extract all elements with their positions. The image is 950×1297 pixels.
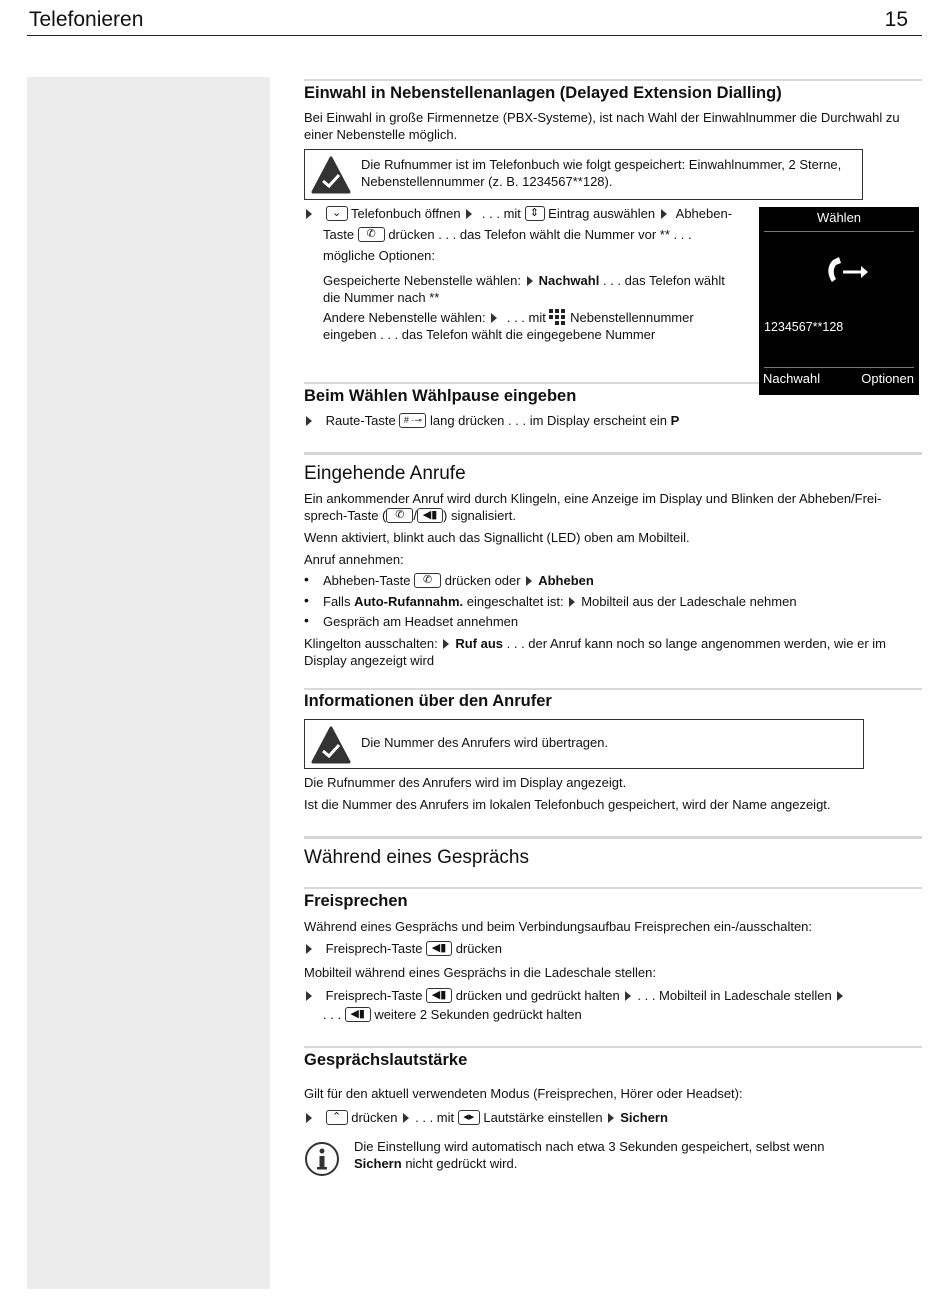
- option-text: [323, 272, 725, 289]
- talk-key-icon: ✆: [358, 227, 385, 242]
- option-text: [323, 309, 694, 326]
- option-label: Gespeicherte Nebenstelle wählen:: [323, 273, 522, 288]
- menu-option-name: Auto-Rufannahm.: [354, 594, 464, 609]
- step-text: drücken . . . das Telefon wählt die Nummer vor ** . . .: [388, 227, 692, 242]
- list-item: [323, 593, 797, 610]
- step-text: drücken: [455, 941, 502, 956]
- softkey-optionen[interactable]: Optionen: [861, 371, 914, 386]
- info-text: Die Einstellung wird automatisch nach etwa 3 Sekunden gespeichert, selbst wenn: [354, 1139, 825, 1154]
- arrow-icon: [625, 991, 631, 1001]
- instruction-step: [304, 940, 502, 957]
- arrow-icon: [491, 313, 497, 323]
- paragraph-text: Klingelton ausschalten:: [304, 636, 438, 651]
- phonebook-key-icon: ⌄: [326, 206, 348, 221]
- section-title-waehrend-gespraech: Während eines Gesprächs: [304, 847, 529, 868]
- step-text: . . .: [323, 1007, 342, 1022]
- speaker-key-icon: ◀▮: [345, 1007, 371, 1022]
- talk-key-icon: ✆: [414, 573, 441, 588]
- display-title: Wählen: [816, 210, 862, 225]
- arrow-icon: [443, 639, 449, 649]
- info-text-part: nicht gedrückt wird.: [405, 1156, 518, 1171]
- instruction-step: [323, 1006, 582, 1023]
- instruction-step: [304, 205, 754, 222]
- step-arrow-icon: [306, 209, 312, 219]
- dialed-number: 1234567**128: [764, 320, 844, 334]
- step-arrow-icon: [306, 1113, 312, 1123]
- section-title-waehlpause: Beim Wählen Wählpause eingeben: [304, 387, 577, 405]
- display-divider: [764, 367, 914, 368]
- list-item: [323, 572, 594, 589]
- paragraph-text: /: [413, 508, 417, 523]
- arrow-icon: [837, 991, 843, 1001]
- instruction-step: [304, 987, 849, 1004]
- step-text: Raute-Taste: [325, 413, 396, 428]
- instruction-step: [304, 1109, 668, 1126]
- bullet-icon: •: [304, 592, 309, 608]
- pause-symbol: P: [670, 413, 680, 428]
- section-divider: [304, 688, 922, 690]
- list-text: Mobilteil aus der Ladeschale nehmen: [581, 594, 797, 609]
- handset-display: [759, 207, 919, 395]
- step-text: . . . Mobilteil in Ladeschale stellen: [637, 988, 832, 1003]
- instruction-step: [304, 412, 679, 429]
- arrow-icon: [661, 209, 667, 219]
- softkey-nachwahl[interactable]: Nachwahl: [763, 371, 821, 386]
- paragraph-text: . . . der Anruf kann noch so lange angenommen werden, wie er im: [506, 636, 887, 651]
- option-label: . . . mit: [506, 310, 546, 325]
- paragraph: Display angezeigt wird: [304, 653, 435, 668]
- paragraph: Anruf annehmen:: [304, 552, 404, 567]
- softkey-name: Nachwahl: [538, 273, 600, 288]
- info-icon: [304, 1141, 340, 1177]
- step-arrow-icon: [306, 944, 312, 954]
- navigation-key-icon: ⇕: [525, 206, 545, 221]
- paragraph: [304, 635, 886, 652]
- paragraph: Wenn aktiviert, blinkt auch das Signallicht (LED) oben am Mobilteil.: [304, 530, 690, 545]
- paragraph: Die Rufnummer des Anrufers wird im Display angezeigt.: [304, 775, 627, 790]
- note-text: Die Nummer des Anrufers wird übertragen.: [361, 735, 609, 750]
- note-text: Nebenstellennummer (z. B. 1234567**128).: [361, 174, 613, 189]
- navigation-up-key-icon: ⌃: [326, 1110, 348, 1125]
- option-text: eingeben . . . das Telefon wählt die eingegebene Nummer: [323, 327, 656, 342]
- step-text: lang drücken . . . im Display erscheint ein: [429, 413, 667, 428]
- outgoing-call-icon: [823, 254, 869, 286]
- keypad-icon: [549, 309, 566, 325]
- section-title-freisprechen: Freisprechen: [304, 892, 408, 910]
- arrow-icon: [403, 1113, 409, 1123]
- speaker-key-icon: ◀▮: [426, 988, 452, 1003]
- check-warning-icon: [311, 156, 351, 194]
- list-text: eingeschaltet ist:: [466, 594, 564, 609]
- step-text: Freisprech-Taste: [325, 941, 423, 956]
- softkey-name: Sichern: [620, 1110, 668, 1125]
- info-text: [354, 1155, 517, 1172]
- check-warning-icon: [311, 726, 351, 764]
- paragraph: Ist die Nummer des Anrufers im lokalen Telefonbuch gespeichert, wird der Name angezeigt.: [304, 797, 831, 812]
- section-divider: [304, 836, 922, 839]
- option-label: . . . das Telefon wählt: [602, 273, 725, 288]
- step-arrow-icon: [306, 416, 312, 426]
- paragraph-text: sprech-Taste (: [304, 508, 387, 523]
- hash-key-icon: # ·⊸: [399, 413, 426, 428]
- list-text: Abheben-Taste: [323, 573, 411, 588]
- note-text: Die Rufnummer ist im Telefonbuch wie folgt gespeichert: Einwahlnummer, 2 Sterne,: [361, 157, 842, 172]
- step-text: Freisprech-Taste: [325, 988, 423, 1003]
- section-divider: [304, 1046, 922, 1048]
- step-text: Telefonbuch öffnen: [351, 206, 461, 221]
- display-divider: [764, 231, 914, 232]
- speaker-key-icon: ◀▮: [426, 941, 452, 956]
- arrow-icon: [526, 576, 532, 586]
- option-label: Andere Nebenstelle wählen:: [323, 310, 486, 325]
- talk-key-icon: ✆: [386, 508, 413, 523]
- softkey-name: Ruf aus: [455, 636, 503, 651]
- paragraph: einer Nebenstelle möglich.: [304, 127, 458, 142]
- section-divider: [304, 887, 922, 889]
- sidebar-margin: [27, 77, 270, 1289]
- step-text: . . . mit: [415, 1110, 455, 1125]
- page-header: [27, 6, 922, 36]
- option-text: die Nummer nach **: [323, 290, 440, 305]
- section-title-delayed-extension: Einwahl in Nebenstellenanlagen (Delayed Extension Dialling): [304, 84, 782, 102]
- softkey-name: Sichern: [354, 1156, 402, 1171]
- step-text: drücken und gedrückt halten: [455, 988, 620, 1003]
- speaker-key-icon: ◀▮: [417, 508, 443, 523]
- arrow-icon: [608, 1113, 614, 1123]
- step-text: Taste: [323, 227, 355, 242]
- paragraph-text: ) signalisiert.: [443, 508, 516, 523]
- page-number: 15: [884, 8, 908, 31]
- paragraph: [304, 507, 516, 524]
- step-text: . . . mit: [481, 206, 521, 221]
- bullet-icon: •: [304, 612, 309, 628]
- step-text: Lautstärke einstellen: [483, 1110, 603, 1125]
- step-arrow-icon: [306, 991, 312, 1001]
- paragraph: Während eines Gesprächs und beim Verbindungsaufbau Freisprechen ein-/ausschalten:: [304, 919, 813, 934]
- section-divider: [304, 452, 922, 455]
- navigation-left-right-key-icon: ◂▸: [458, 1110, 480, 1125]
- instruction-step: [323, 226, 692, 243]
- paragraph: Ein ankommender Anruf wird durch Klingeln, eine Anzeige im Display und Blinken der Abheben/Frei-: [304, 491, 882, 506]
- note-box: [304, 149, 863, 200]
- list-text: drücken oder: [444, 573, 521, 588]
- option-label: Nebenstellennummer: [570, 310, 694, 325]
- paragraph: mögliche Optionen:: [323, 248, 436, 263]
- list-text: Falls: [323, 594, 351, 609]
- section-divider: [304, 382, 759, 384]
- paragraph: Gilt für den aktuell verwendeten Modus (Freisprechen, Hörer oder Headset):: [304, 1086, 743, 1101]
- arrow-icon: [569, 597, 575, 607]
- section-title-anrufer-info: Informationen über den Anrufer: [304, 692, 552, 710]
- step-text: Abheben-: [675, 206, 733, 221]
- section-title-eingehende-anrufe: Eingehende Anrufe: [304, 463, 466, 484]
- list-item: Gespräch am Headset annehmen: [323, 614, 519, 629]
- section-divider: [304, 79, 922, 81]
- step-text: drücken: [351, 1110, 398, 1125]
- paragraph: Bei Einwahl in große Firmennetze (PBX-Systeme), ist nach Wahl der Einwahlnummer die Durchwahl zu: [304, 110, 900, 125]
- note-box: [304, 719, 864, 769]
- arrow-icon: [466, 209, 472, 219]
- page-header-title: Telefonieren: [29, 8, 144, 31]
- softkey-name: Abheben: [538, 573, 594, 588]
- step-text: Eintrag auswählen: [548, 206, 656, 221]
- arrow-icon: [527, 276, 533, 286]
- paragraph: Mobilteil während eines Gesprächs in die Ladeschale stellen:: [304, 965, 656, 980]
- bullet-icon: •: [304, 571, 309, 587]
- step-text: weitere 2 Sekunden gedrückt halten: [374, 1007, 582, 1022]
- section-title-gespraechslautstaerke: Gesprächslautstärke: [304, 1051, 468, 1069]
